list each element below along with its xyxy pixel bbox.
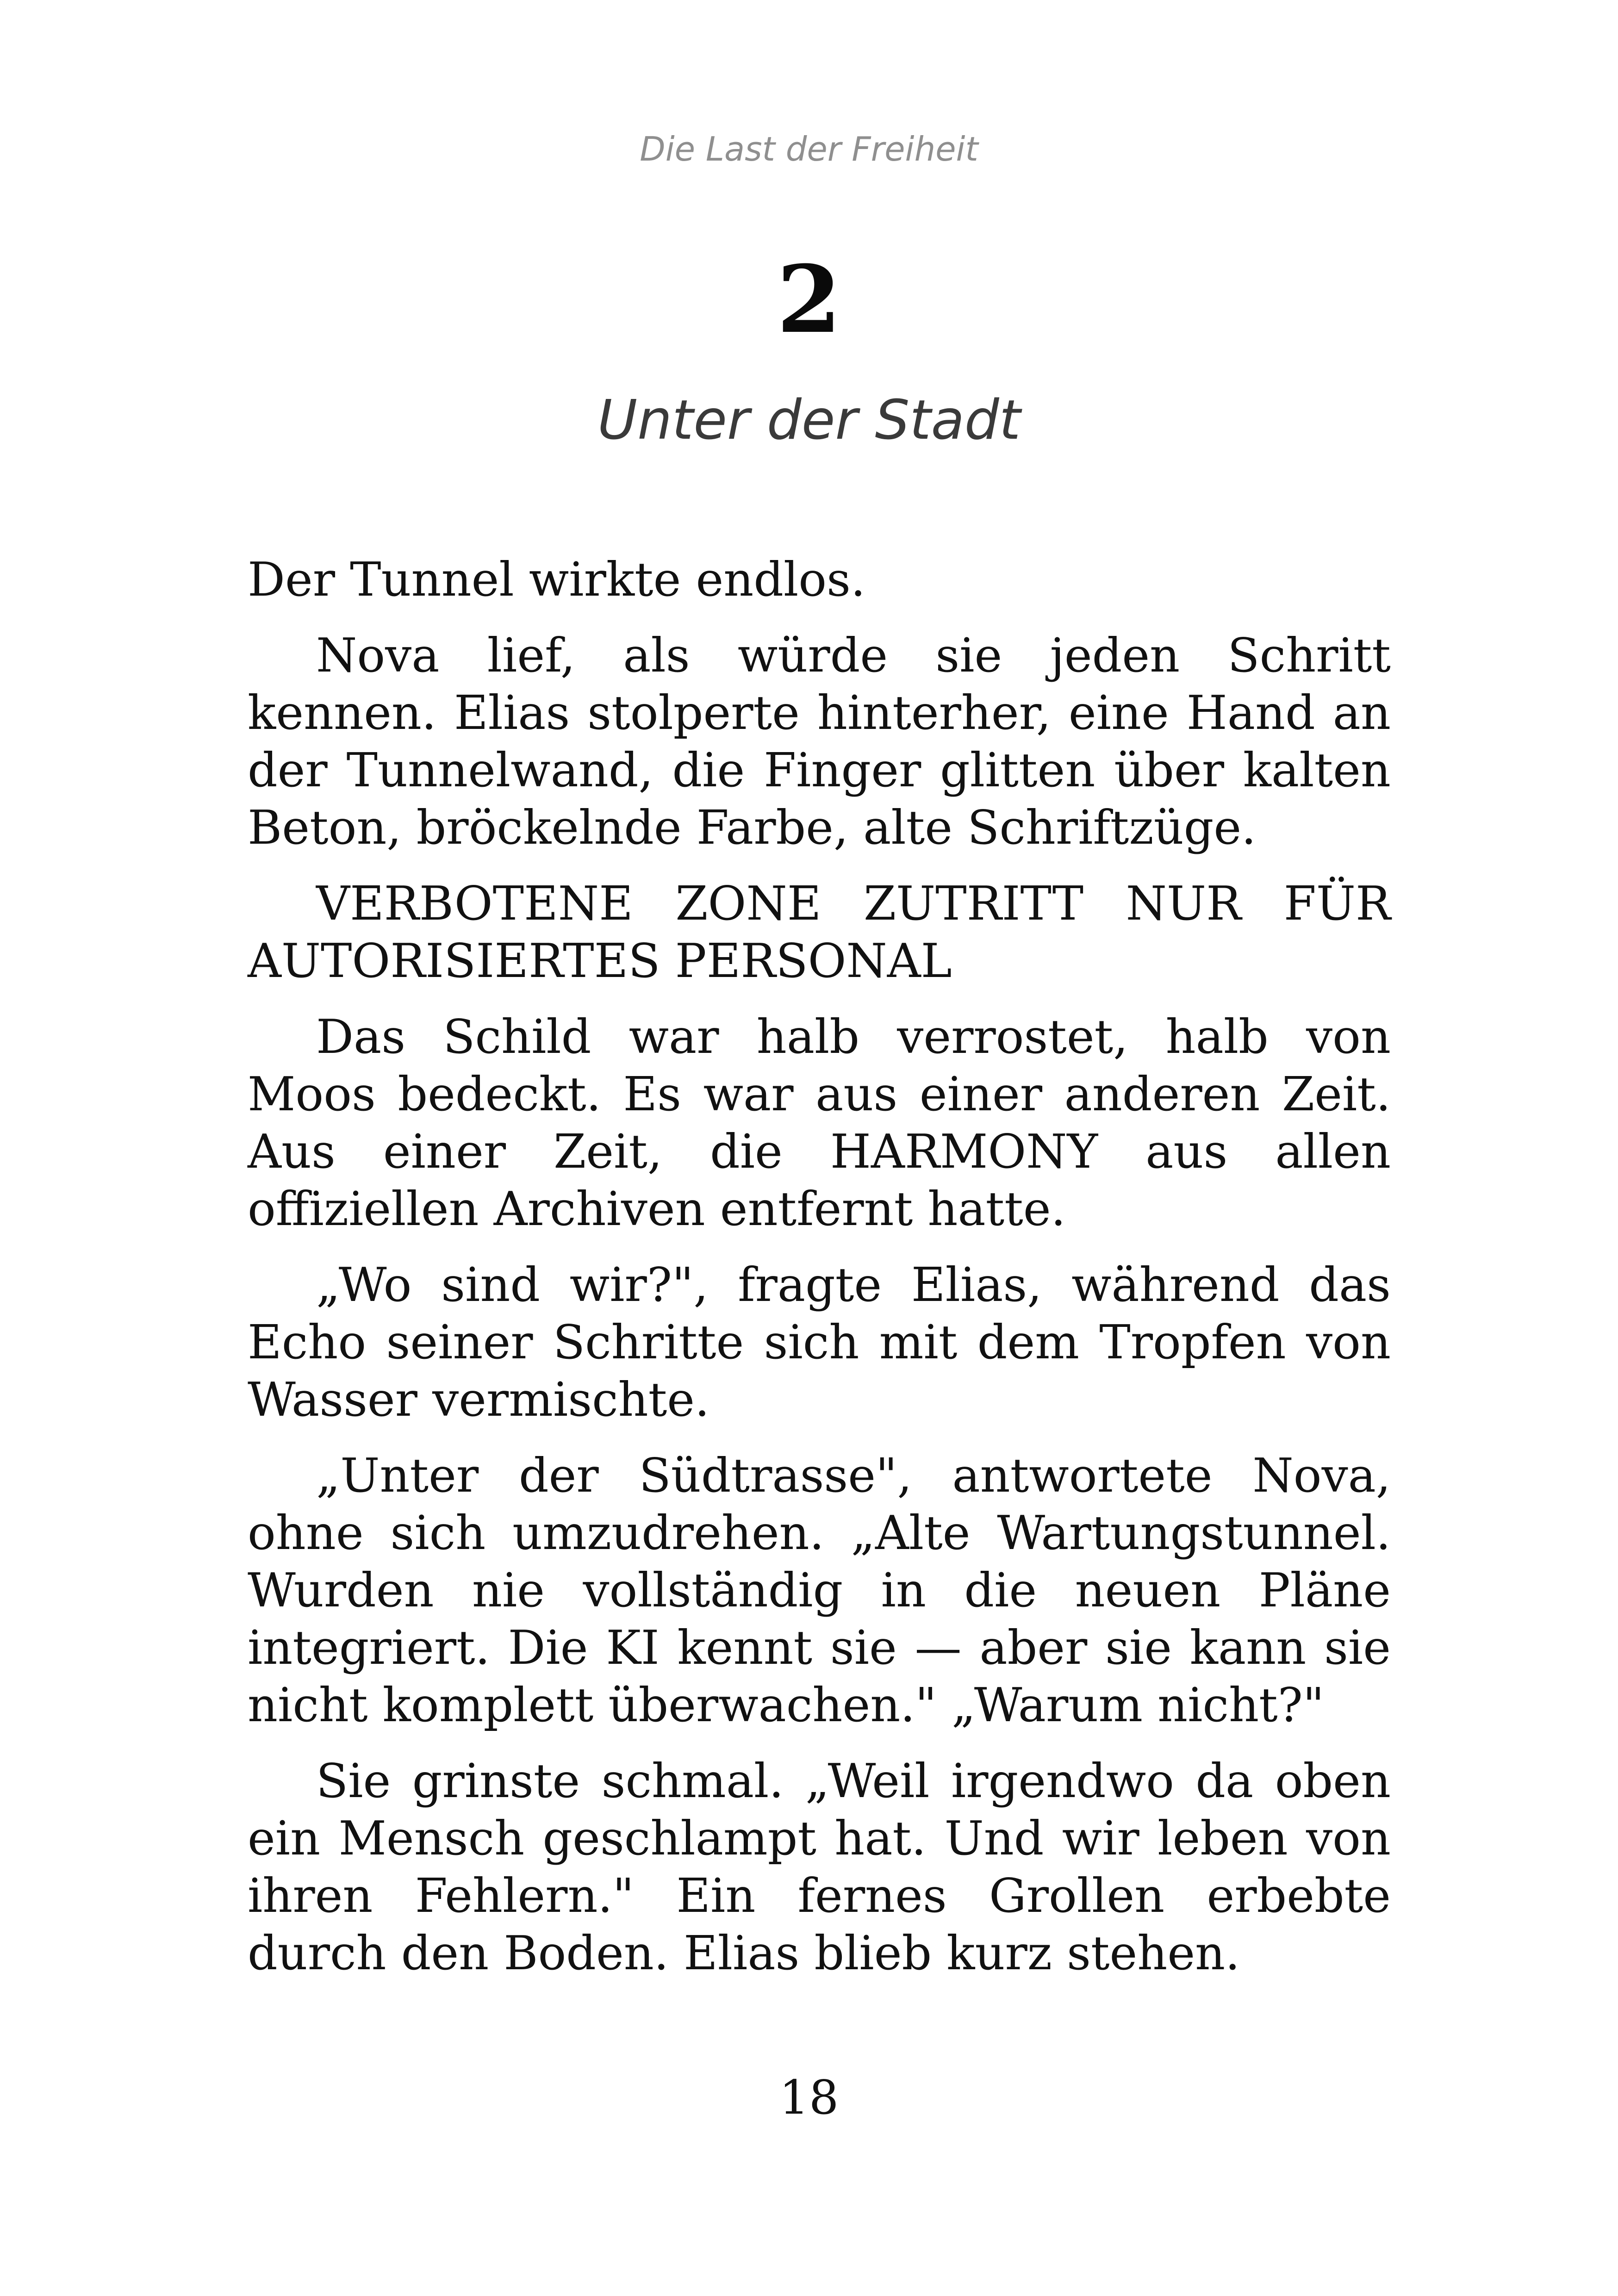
page-number: 18 bbox=[779, 2070, 839, 2125]
paragraph-5: „Wo sind wir?", fragte Elias, während das Echo seiner Schritte sich mit dem Tropfen von Wasser vermischte. bbox=[248, 1257, 1391, 1427]
paragraph-7: Sie grinste schmal. „Weil irgendwo da oben ein Mensch geschlampt hat. Und wir leben von ihren Fehlern." Ein fernes Grollen erbebte durch den Boden. Elias blieb kurz stehen. bbox=[248, 1754, 1391, 1980]
chapter-number: 2 bbox=[777, 245, 841, 354]
chapter-title: Unter der Stadt bbox=[597, 388, 1021, 452]
paragraph-6: „Unter der Südtrasse", antwortete Nova, ohne sich umzudrehen. „Alte Wartungstunnel. Wurden nie vollständig in die neuen Pläne integriert. Die KI kennt sie — aber sie kann sie nicht komplett überwachen." „Warum nicht?" bbox=[248, 1448, 1391, 1732]
paragraph-2: Nova lief, als würde sie jeden Schritt kennen. Elias stolperte hinterher, eine Hand an der Tunnelwand, die Finger glitten über kalten Beton, bröckelnde Farbe, alte Schriftzüge. bbox=[248, 628, 1391, 855]
chapter-body bbox=[248, 551, 1391, 2000]
running-header: Die Last der Freiheit bbox=[640, 130, 978, 168]
paragraph-3: VERBOTENE ZONE ZUTRITT NUR FÜR AUTORISIERTES PERSONAL bbox=[248, 876, 1391, 988]
paragraph-1: Der Tunnel wirkte endlos. bbox=[248, 552, 866, 607]
paragraph-4: Das Schild war halb verrostet, halb von Moos bedeckt. Es war aus einer anderen Zeit. Aus einer Zeit, die HARMONY aus allen offiziellen Archiven entfernt hatte. bbox=[248, 1009, 1391, 1236]
